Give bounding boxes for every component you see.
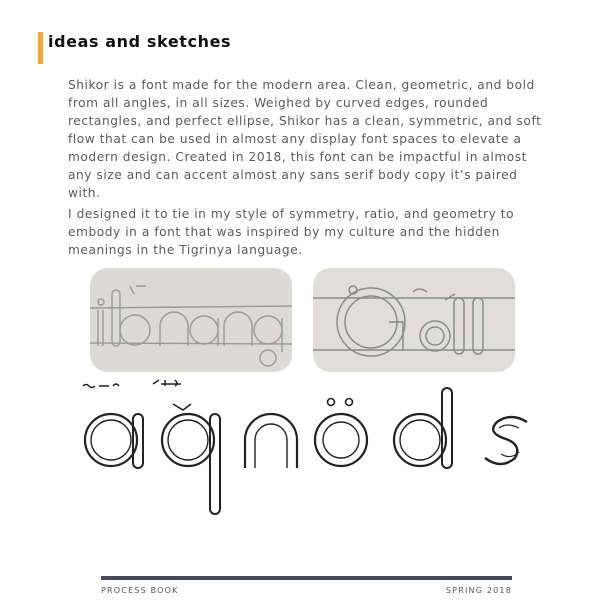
footer-book-label: PROCESS BOOK bbox=[101, 586, 179, 595]
sketch-photo-1 bbox=[90, 268, 292, 372]
body-paragraph-2: I designed it to tie in my style of symmetry, ratio, and geometry to embody in a font that was inspired by my culture and the hidden meanings in the Tigrinya language. bbox=[68, 207, 515, 257]
heading-accent-bar bbox=[38, 32, 43, 64]
body-paragraph-1: Shikor is a font made for the modern area. Clean, geometric, and bold from all angles, in all sizes. Weighed by curved edges, rounded rectangles, and perfect ellipse, Shikor has a clean, symmetric, and soft flow that can be used in almost any display font spaces to elevate a modern design. Created in 2018, this font can be impactful in almost any size and can accent almost any sans serif body copy it’s paired with. bbox=[68, 78, 542, 200]
page-heading: ideas and sketches bbox=[48, 32, 232, 51]
footer-rule bbox=[101, 576, 512, 580]
letterform-sketches bbox=[75, 378, 537, 520]
sketch-photo-2 bbox=[313, 268, 515, 372]
footer-date-label: SPRING 2018 bbox=[445, 586, 512, 595]
